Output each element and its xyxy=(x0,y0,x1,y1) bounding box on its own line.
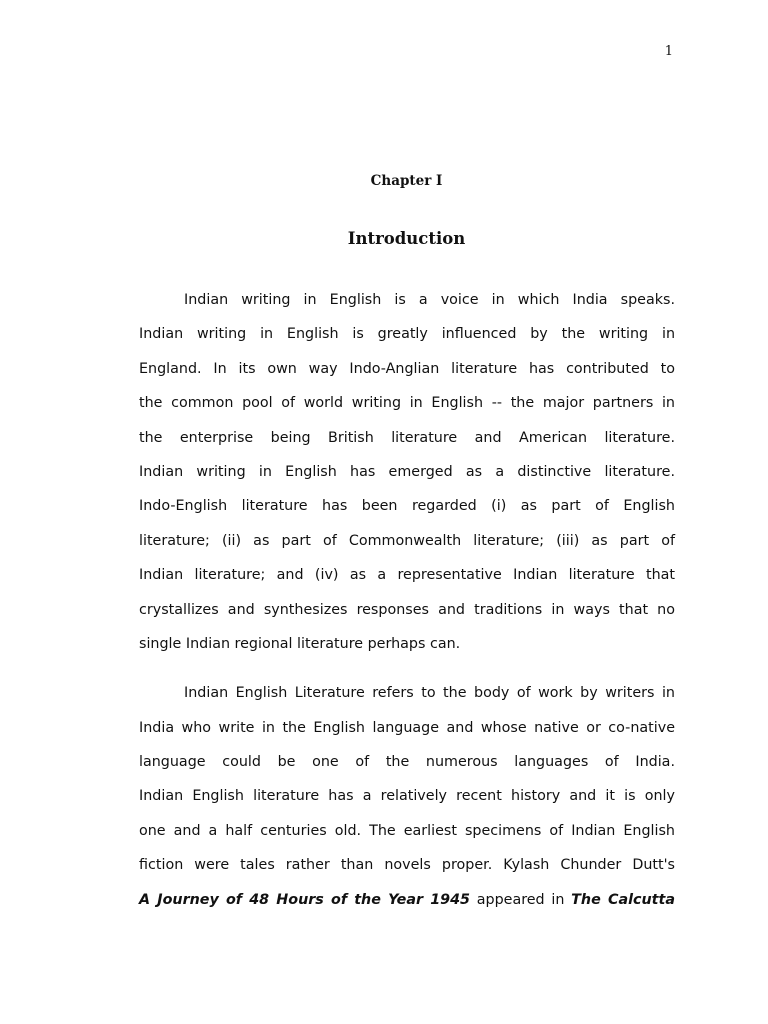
text-line: the enterprise being British literature and American literature. xyxy=(139,429,675,446)
text-line: single Indian regional literature perhaps can. xyxy=(139,635,461,652)
text-line: Indo-English literature has been regarded (i) as part of English xyxy=(139,498,675,515)
text-line: Indian literature; and (iv) as a representative Indian literature that xyxy=(139,567,675,584)
text-line: Indian writing in English is greatly influenced by the writing in xyxy=(139,326,675,343)
paragraph-1 xyxy=(139,290,675,668)
text-line: the common pool of world writing in English -- the major partners in xyxy=(139,395,675,412)
text-line: Indian English literature has a relatively recent history and it is only xyxy=(139,788,675,805)
text-line: crystallizes and synthesizes responses and traditions in ways that no xyxy=(139,601,675,618)
text-line-last xyxy=(139,890,675,924)
text-line: one and a half centuries old. The earliest specimens of Indian English xyxy=(139,822,675,839)
book-title: A Journey of 48 Hours of the Year 1945 xyxy=(139,891,470,908)
text-line: literature; (ii) as part of Commonwealth literature; (iii) as part of xyxy=(139,532,675,549)
chapter-title: Introduction xyxy=(347,229,466,248)
text-line: Indian English Literature refers to the body of work by writers in xyxy=(184,685,675,702)
body-text xyxy=(139,290,675,924)
text-line: India who write in the English language and whose native or co-native xyxy=(139,719,675,736)
text-line: England. In its own way Indo-Anglian literature has contributed to xyxy=(139,360,675,377)
text-line: Indian writing in English has emerged as a distinctive literature. xyxy=(139,463,675,480)
page-number: 1 xyxy=(664,44,673,59)
publication-title: The Calcutta xyxy=(571,891,675,908)
text-line: language could be one of the numerous languages of India. xyxy=(139,754,675,771)
paragraph-2 xyxy=(139,683,675,924)
chapter-label: Chapter I xyxy=(370,173,443,189)
line-middle-text: appeared in xyxy=(469,891,572,908)
paragraph-spacer xyxy=(139,668,675,683)
text-line: Indian writing in English is a voice in which India speaks. xyxy=(184,292,675,308)
text-line: fiction were tales rather than novels proper. Kylash Chunder Dutt's xyxy=(139,857,675,874)
